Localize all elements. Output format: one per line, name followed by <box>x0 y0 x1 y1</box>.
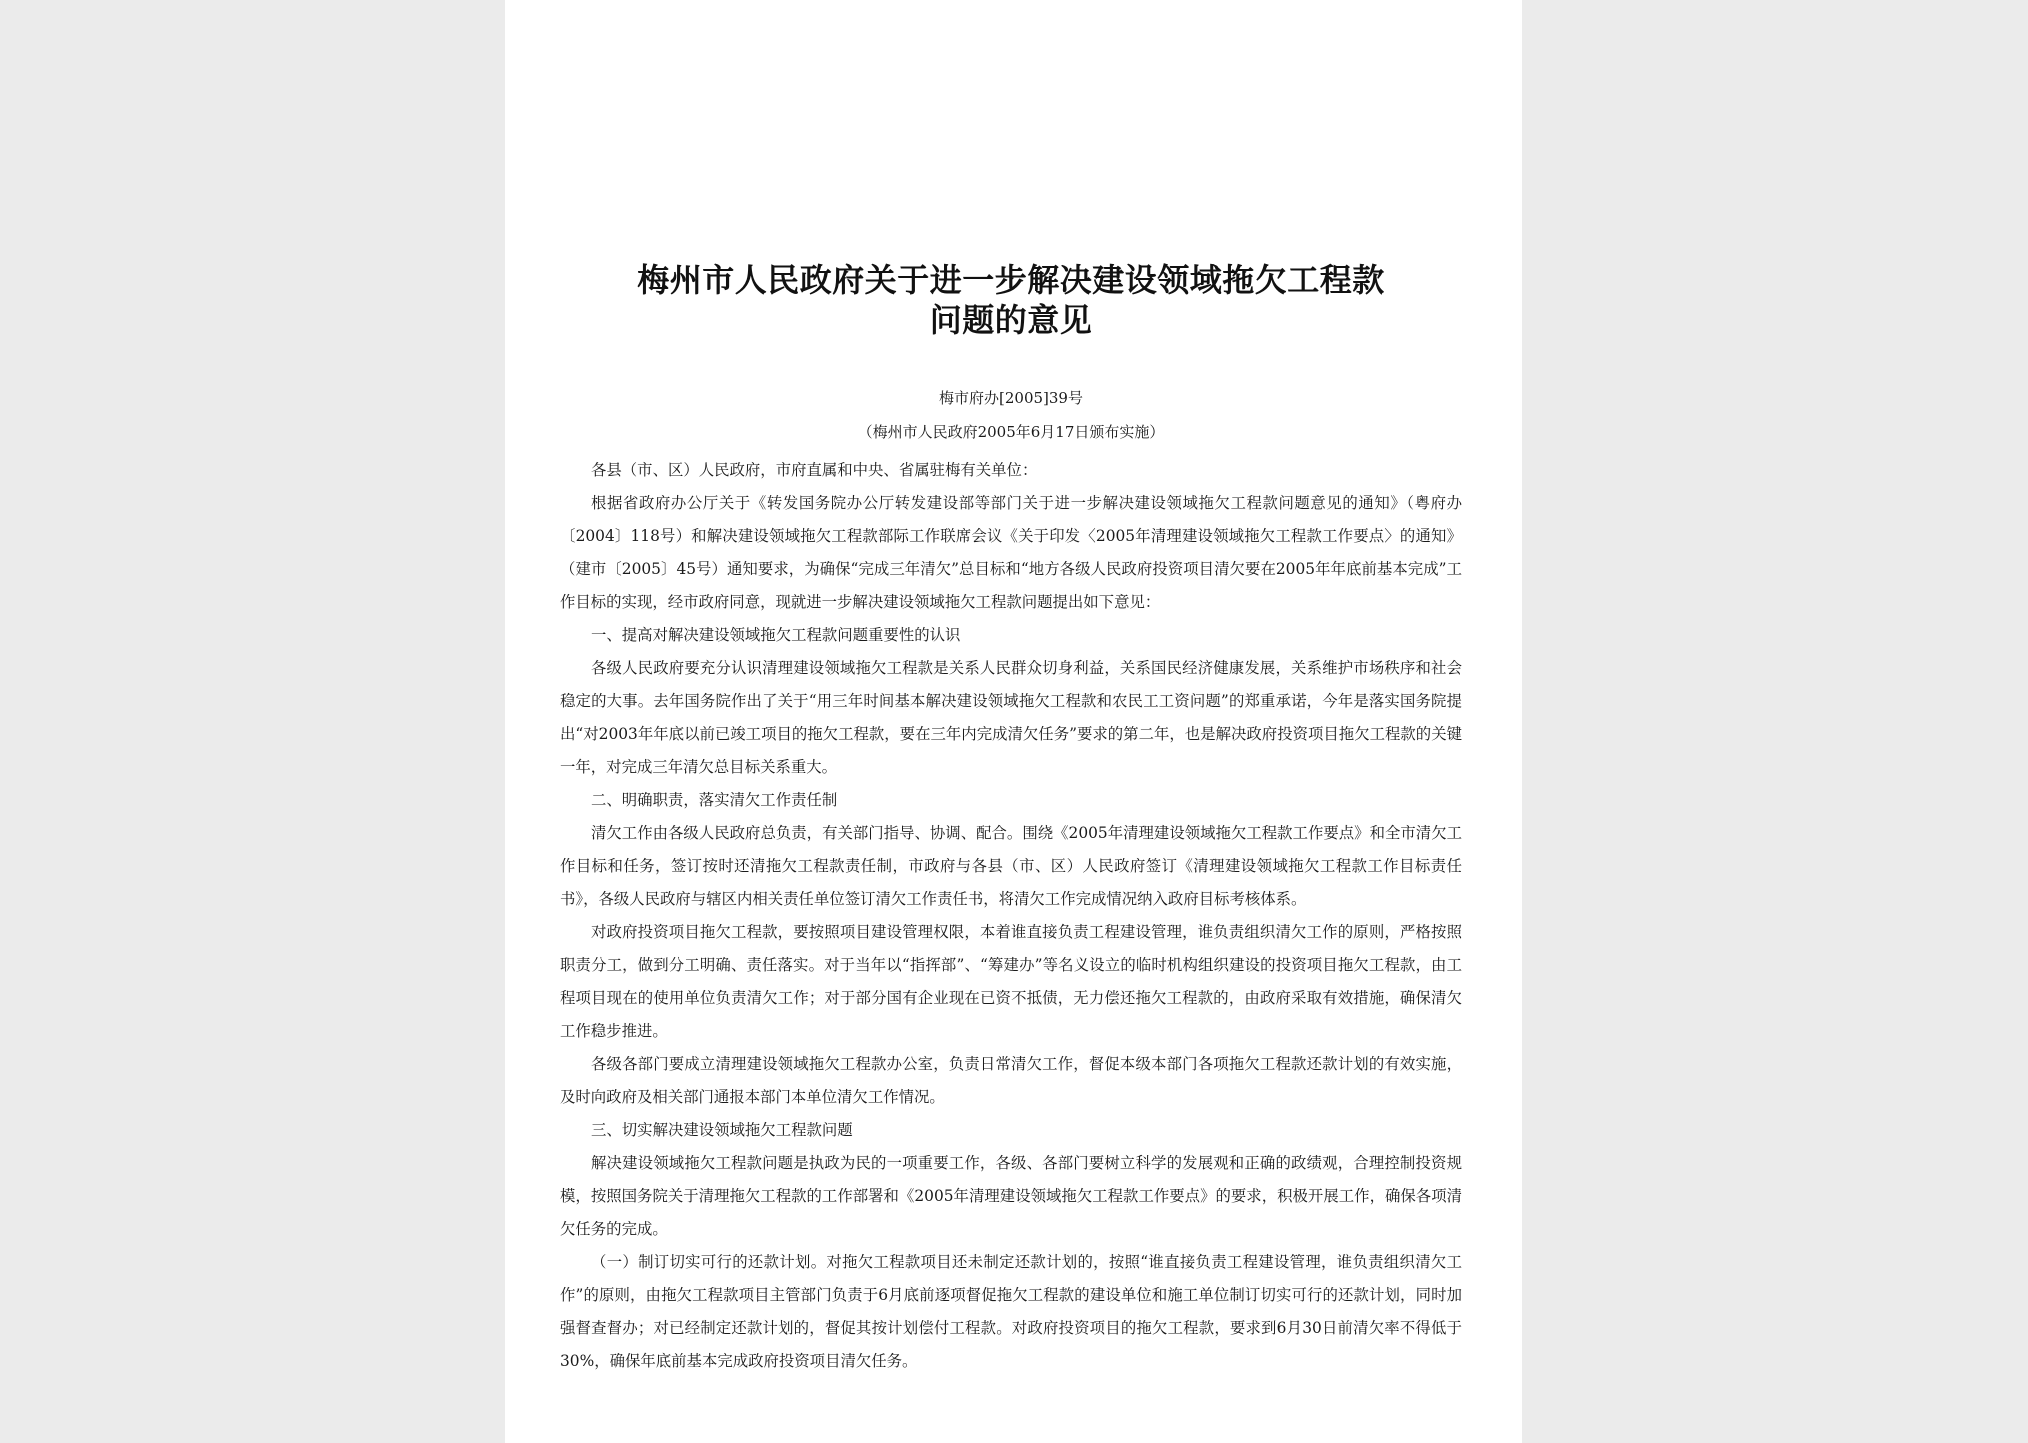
intro-paragraph: 根据省政府办公厅关于《转发国务院办公厅转发建设部等部门关于进一步解决建设领域拖欠工程款问题意见的通知》（粤府办〔2004〕118号）和解决建设领域拖欠工程款部际工作联席会议《关于印发〈2005年清理建设领域拖欠工程款工作要点〉的通知》（建市〔2005〕45号）通知要求，为确保“完成三年清欠”总目标和“地方各级人民政府投资项目清欠要在2005年年底前基本完成”工作目标的实现，经市政府同意，现就进一步解决建设领域拖欠工程款问题提出如下意见： <box>560 494 1462 611</box>
title-line-2: 问题的意见 <box>929 301 1093 339</box>
section-1-paragraph-1: 各级人民政府要充分认识清理建设领域拖欠工程款是关系人民群众切身利益，关系国民经济健康发展，关系维护市场秩序和社会稳定的大事。去年国务院作出了关于“用三年时间基本解决建设领域拖欠工程款和农民工工资问题”的郑重承诺，今年是落实国务院提出“对2003年年底以前已竣工项目的拖欠工程款，要在三年内完成清欠任务”要求的第二年，也是解决政府投资项目拖欠工程款的关键一年，对完成三年清欠总目标关系重大。 <box>560 659 1462 776</box>
section-3-heading: 三、切实解决建设领域拖欠工程款问题 <box>591 1121 853 1139</box>
document-page <box>505 0 1522 1443</box>
section-3-paragraph-1: 解决建设领域拖欠工程款问题是执政为民的一项重要工作，各级、各部门要树立科学的发展观和正确的政绩观，合理控制投资规模，按照国务院关于清理拖欠工程款的工作部署和《2005年清理建设领域拖欠工程款工作要点》的要求，积极开展工作，确保各项清欠任务的完成。 <box>560 1154 1462 1238</box>
section-3-paragraph-2: （一）制订切实可行的还款计划。对拖欠工程款项目还未制定还款计划的，按照“谁直接负责工程建设管理，谁负责组织清欠工作”的原则，由拖欠工程款项目主管部门负责于6月底前逐项督促拖欠工程款的建设单位和施工单位制订切实可行的还款计划，同时加强督查督办；对已经制定还款计划的，督促其按计划偿付工程款。对政府投资项目的拖欠工程款，要求到6月30日前清欠率不得低于30%，确保年底前基本完成政府投资项目清欠任务。 <box>560 1253 1462 1370</box>
document-number: 梅市府办[2005]39号 <box>939 389 1083 407</box>
section-2-heading: 二、明确职责，落实清欠工作责任制 <box>591 791 838 809</box>
section-2-paragraph-3: 各级各部门要成立清理建设领域拖欠工程款办公室，负责日常清欠工作，督促本级本部门各项拖欠工程款还款计划的有效实施，及时向政府及相关部门通报本部门本单位清欠工作情况。 <box>560 1055 1462 1106</box>
title-line-1: 梅州市人民政府关于进一步解决建设领域拖欠工程款 <box>637 261 1385 299</box>
section-2-paragraph-2: 对政府投资项目拖欠工程款，要按照项目建设管理权限，本着谁直接负责工程建设管理，谁负责组织清欠工作的原则，严格按照职责分工，做到分工明确、责任落实。对于当年以“指挥部”、“筹建办”等名义设立的临时机构组织建设的投资项目拖欠工程款，由工程项目现在的使用单位负责清欠工作；对于部分国有企业现在已资不抵债，无力偿还拖欠工程款的，由政府采取有效措施，确保清欠工作稳步推进。 <box>560 923 1462 1040</box>
document-title <box>560 260 1462 340</box>
section-1-heading: 一、提高对解决建设领域拖欠工程款问题重要性的认识 <box>591 626 961 644</box>
section-2-paragraph-1: 清欠工作由各级人民政府总负责，有关部门指导、协调、配合。围绕《2005年清理建设领域拖欠工程款工作要点》和全市清欠工作目标和任务，签订按时还清拖欠工程款责任制，市政府与各县（市、区）人民政府签订《清理建设领域拖欠工程款工作目标责任书》，各级人民政府与辖区内相关责任单位签订清欠工作责任书，将清欠工作完成情况纳入政府目标考核体系。 <box>560 824 1462 908</box>
salutation: 各县（市、区）人民政府，市府直属和中央、省属驻梅有关单位： <box>591 461 1038 479</box>
issue-date: （梅州市人民政府2005年6月17日颁布实施） <box>857 423 1165 441</box>
